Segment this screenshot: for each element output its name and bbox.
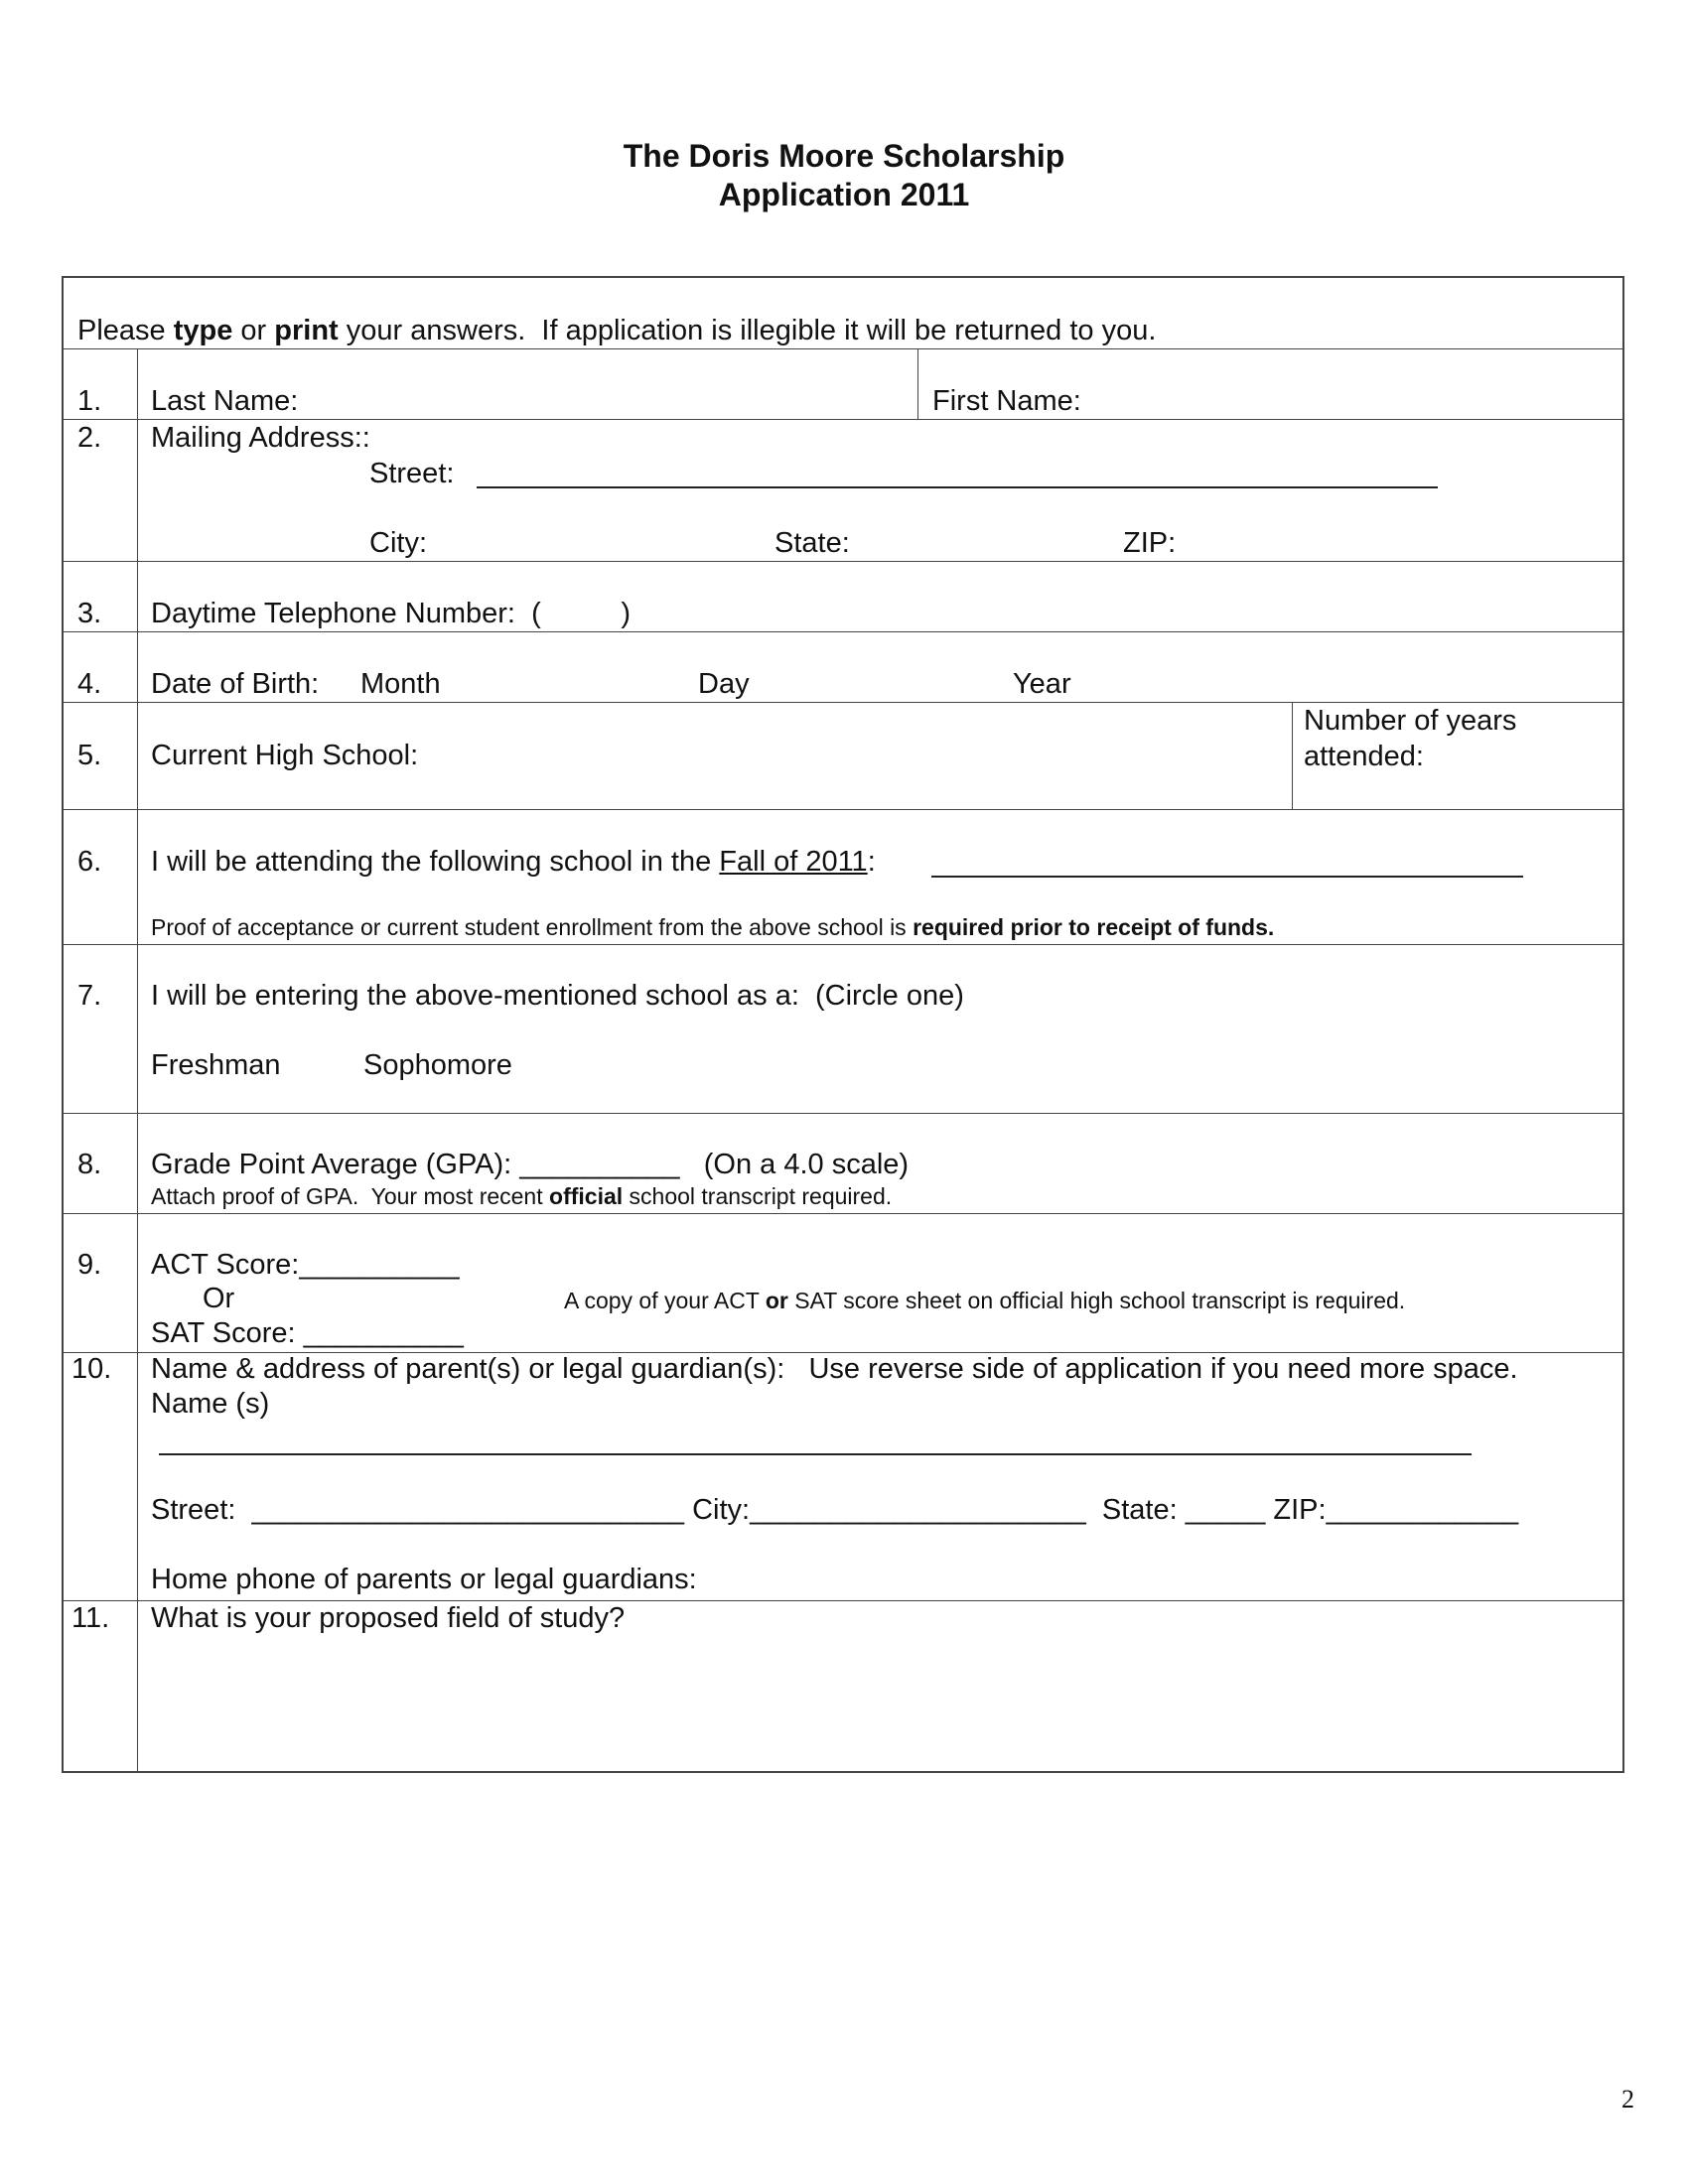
q4-number: 4.	[77, 668, 102, 700]
row-divider	[64, 1113, 1624, 1114]
row-divider	[64, 631, 1624, 632]
name-column-divider	[917, 348, 918, 419]
q3-number: 3.	[77, 598, 102, 629]
row-divider	[64, 561, 1624, 562]
parent-phone-label: Home phone of parents or legal guardians:	[151, 1564, 697, 1595]
row-divider	[64, 702, 1624, 703]
sat-score-label: SAT Score: __________	[151, 1317, 464, 1349]
q2-number: 2.	[77, 422, 102, 454]
fall-school-label: I will be attending the following school in the Fall of 2011:	[151, 846, 876, 878]
acceptance-note: Proof of acceptance or current student enrollment from the above school is required prior to receipt of funds.	[151, 914, 1275, 940]
parents-label: Name & address of parent(s) or legal guardian(s): Use reverse side of application if you need more space.	[151, 1353, 1518, 1385]
q9-number: 9.	[77, 1249, 102, 1281]
mailing-address-label: Mailing Address::	[151, 422, 370, 454]
page-number: 2	[1621, 2085, 1634, 2114]
entering-as-label: I will be entering the above-mentioned school as a: (Circle one)	[151, 980, 964, 1012]
fall-school-blank[interactable]	[931, 876, 1523, 878]
years-attended-label: Number of years	[1304, 705, 1517, 737]
date-of-birth-label: Date of Birth:	[151, 668, 320, 700]
instructions: Please type or print your answers. If application is illegible it will be returned to you.	[77, 315, 1157, 346]
city-label: City:	[369, 527, 427, 559]
first-name-label: First Name:	[932, 385, 1081, 417]
parent-names-label: Name (s)	[151, 1388, 270, 1420]
year-label: Year	[1013, 668, 1071, 700]
form-title: The Doris Moore Scholarship	[623, 138, 1065, 174]
row-divider	[64, 944, 1624, 945]
q11-number: 11.	[71, 1602, 110, 1634]
q7-number: 7.	[77, 980, 102, 1012]
row-divider	[64, 348, 1624, 349]
option-freshman[interactable]: Freshman	[151, 1049, 281, 1081]
row-divider	[64, 419, 1624, 420]
q1-number: 1.	[77, 385, 102, 417]
q10-number: 10.	[71, 1353, 112, 1385]
parent-names-blank[interactable]	[159, 1453, 1472, 1455]
years-attended-label-2: attended:	[1304, 741, 1424, 772]
number-column-divider	[137, 348, 138, 1773]
or-label: Or	[203, 1283, 235, 1314]
row-divider	[64, 1213, 1624, 1214]
score-note: A copy of your ACT or SAT score sheet on official high school transcript is required.	[564, 1288, 1406, 1313]
years-column-divider	[1292, 702, 1293, 809]
street-label: Street:	[369, 458, 455, 489]
telephone-label: Daytime Telephone Number: ( )	[151, 598, 631, 629]
field-of-study-label: What is your proposed field of study?	[151, 1602, 626, 1634]
month-label: Month	[360, 668, 441, 700]
q5-number: 5.	[77, 740, 102, 771]
parent-address-line: Street: ___________________________ City:_____________________ State: _____ ZIP:____________	[151, 1494, 1519, 1526]
act-score-label: ACT Score:__________	[151, 1249, 460, 1281]
state-label: State:	[774, 527, 850, 559]
application-form	[62, 276, 1624, 1773]
street-blank[interactable]	[477, 486, 1438, 488]
zip-label: ZIP:	[1123, 527, 1177, 559]
gpa-label: Grade Point Average (GPA): __________ (On a 4.0 scale)	[151, 1149, 910, 1180]
high-school-label: Current High School:	[151, 740, 419, 771]
gpa-note: Attach proof of GPA. Your most recent official school transcript required.	[151, 1183, 893, 1209]
day-label: Day	[698, 668, 750, 700]
form-subtitle: Application 2011	[718, 177, 970, 212]
q6-number: 6.	[77, 846, 102, 878]
q8-number: 8.	[77, 1149, 102, 1180]
option-sophomore[interactable]: Sophomore	[363, 1049, 512, 1081]
last-name-label: Last Name:	[151, 385, 299, 417]
row-divider	[64, 809, 1624, 810]
